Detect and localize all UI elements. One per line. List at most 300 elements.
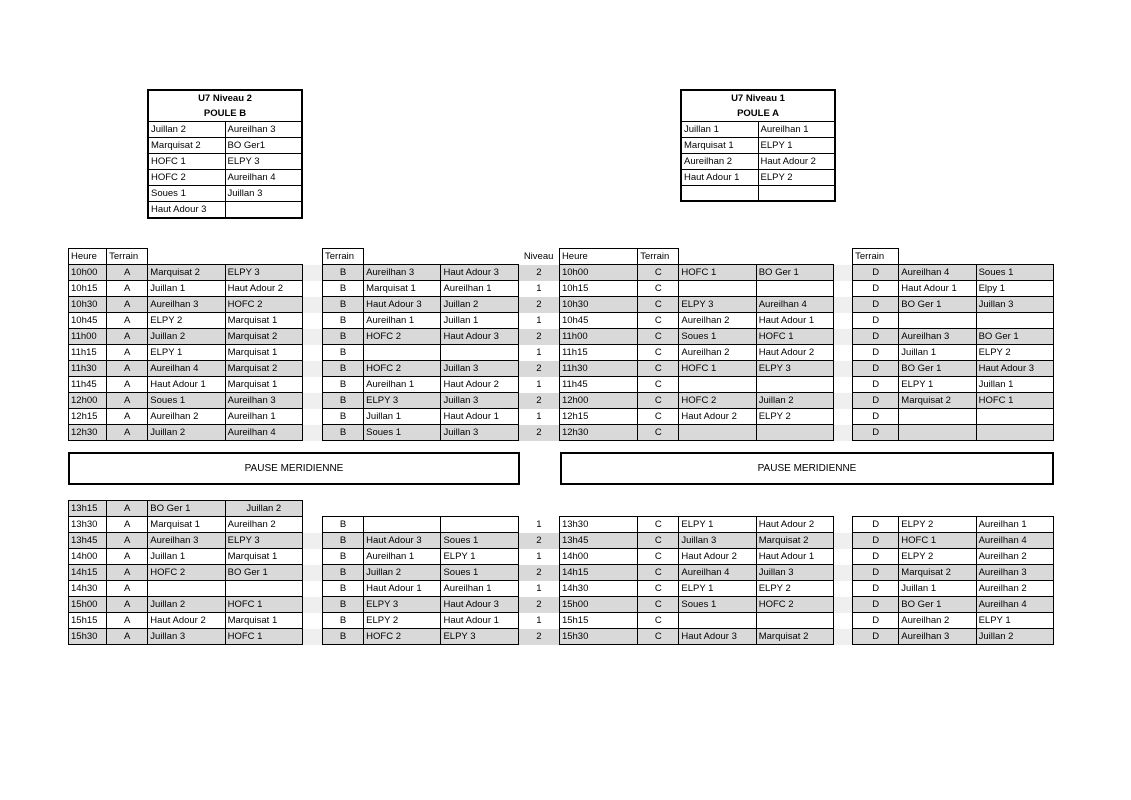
team-cell: Aureilhan 2 [679,313,756,329]
terrain-cell: C [638,549,679,565]
team-cell: Haut Adour 1 [441,409,518,425]
poule-team-cell: HOFC 1 [148,154,225,170]
terrain-cell: B [323,329,364,345]
team-cell: Soues 1 [976,265,1053,281]
spacer [834,297,853,313]
team-cell [976,409,1053,425]
team-cell: Aureilhan 1 [225,409,302,425]
spacer [853,501,899,517]
terrain-cell: C [638,425,679,441]
terrain-cell: C [638,565,679,581]
time-cell: 12h30 [559,425,637,441]
team-cell [364,517,441,533]
team-cell: Aureilhan 2 [225,517,302,533]
team-cell: Haut Adour 1 [441,613,518,629]
team-cell: Haut Adour 2 [148,613,225,629]
schedule-row [69,549,1054,565]
team-cell: Haut Adour 2 [756,345,833,361]
time-cell: 10h30 [559,297,637,313]
team-cell: Aureilhan 3 [148,533,225,549]
team-cell: Haut Adour 2 [679,409,756,425]
niveau-cell: 1 [536,615,542,626]
schedule-row [69,581,1054,597]
team-cell: ELPY 3 [679,297,756,313]
schedule-row [69,517,1054,533]
schedule-row [69,425,1054,441]
spacer [834,565,853,581]
spacer [302,393,322,409]
team-cell [679,377,756,393]
team-cell: Juillan 2 [148,425,225,441]
poule-team-cell: Haut Adour 1 [681,170,758,186]
team-cell [225,581,302,597]
poule-team-cell [758,186,835,202]
niveau-cell: 2 [518,629,559,645]
team-cell: Aureilhan 2 [899,613,976,629]
terrain-cell: B [323,549,364,565]
team-cell: Marquisat 2 [899,393,976,409]
team-cell: Aureilhan 4 [225,425,302,441]
team-cell: Aureilhan 3 [364,265,441,281]
team-cell: Juillan 3 [441,361,518,377]
team-cell: Marquisat 2 [225,329,302,345]
poule-row [681,186,835,202]
afternoon-schedule-table [68,500,1054,645]
time-cell: 11h45 [69,377,107,393]
schedule-row [69,501,1054,517]
team-cell: Aureilhan 1 [364,377,441,393]
spacer [323,501,364,517]
team-cell [679,425,756,441]
spacer [518,501,559,517]
time-cell: 15h30 [69,629,107,645]
team-cell: Aureilhan 3 [899,329,976,345]
team-cell: Juillan 3 [441,393,518,409]
poule-row [148,170,302,186]
niveau-cell: 1 [536,283,542,294]
team-cell: Haut Adour 1 [148,377,225,393]
team-cell: ELPY 1 [679,581,756,597]
terrain-cell: A [107,597,148,613]
team-cell: ELPY 1 [441,549,518,565]
team-cell: BO Ger 1 [976,329,1053,345]
poule-team-cell: Aureilhan 1 [758,122,835,138]
schedule-row [69,265,1054,281]
terrain-cell: C [638,281,679,297]
terrain-cell: C [638,361,679,377]
terrain-cell: D [853,265,899,281]
team-cell [441,517,518,533]
team-cell: Juillan 1 [899,581,976,597]
poule-row [681,122,835,138]
terrain-cell: A [107,361,148,377]
niveau-cell: 2 [518,533,559,549]
poule-team-cell: Juillan 2 [148,122,225,138]
team-cell: Marquisat 1 [225,313,302,329]
team-cell: Aureilhan 1 [976,517,1053,533]
terrain-cell: D [853,565,899,581]
spacer [834,377,853,393]
team-cell: Juillan 1 [148,549,225,565]
time-cell: 15h00 [559,597,637,613]
team-cell: ELPY 3 [364,393,441,409]
team-cell: Marquisat 1 [225,377,302,393]
spacer [834,549,853,565]
poule-team-cell: Haut Adour 2 [758,154,835,170]
spacer [638,501,679,517]
time-cell: 13h30 [69,517,107,533]
team-cell: Aureilhan 2 [976,549,1053,565]
spacer [302,501,322,517]
team-cell: Haut Adour 3 [364,297,441,313]
terrain-cell: A [107,393,148,409]
team-cell: Soues 1 [441,533,518,549]
team-cell: HOFC 2 [364,329,441,345]
terrain-cell: B [323,565,364,581]
header-heure: Heure [69,249,107,265]
terrain-cell: C [638,265,679,281]
team-cell: Marquisat 2 [899,565,976,581]
time-cell: 14h30 [69,581,107,597]
terrain-cell: A [107,517,148,533]
schedule-row [69,613,1054,629]
team-cell: HOFC 1 [679,361,756,377]
team-cell: HOFC 2 [225,297,302,313]
time-cell: 11h00 [559,329,637,345]
terrain-cell: B [323,629,364,645]
schedule-row [69,597,1054,613]
time-cell: 11h00 [69,329,107,345]
poule-team-cell: BO Ger1 [225,138,302,154]
time-cell: 10h15 [559,281,637,297]
poule-team-cell [225,202,302,219]
spacer [302,425,322,441]
team-cell: HOFC 2 [364,629,441,645]
schedule-row [69,377,1054,393]
poule-team-cell: ELPY 2 [758,170,835,186]
spacer [302,313,322,329]
team-cell: Aureilhan 3 [976,565,1053,581]
team-cell: ELPY 3 [225,533,302,549]
team-cell: Juillan 2 [148,597,225,613]
time-cell: 12h15 [69,409,107,425]
time-cell: 10h45 [69,313,107,329]
team-cell: Aureilhan 4 [899,265,976,281]
terrain-cell: B [323,393,364,409]
team-cell: HOFC 2 [679,393,756,409]
team-cell: Aureilhan 1 [364,549,441,565]
team-cell: Juillan 2 [441,297,518,313]
terrain-cell: C [638,533,679,549]
team-cell [976,425,1053,441]
niveau-cell: 2 [518,297,559,313]
poule-row [681,138,835,154]
terrain-cell: B [323,409,364,425]
time-cell: 10h00 [69,265,107,281]
terrain-cell: A [107,425,148,441]
team-cell: Haut Adour 1 [756,313,833,329]
team-cell: Juillan 1 [976,377,1053,393]
terrain-cell: D [853,533,899,549]
team-cell: HOFC 1 [225,629,302,645]
team-cell: Juillan 3 [441,425,518,441]
team-cell: Juillan 3 [756,565,833,581]
team-cell: ELPY 2 [899,517,976,533]
team-cell: ELPY 1 [899,377,976,393]
team-cell: ELPY 1 [679,517,756,533]
time-cell: 14h30 [559,581,637,597]
time-cell: 15h15 [559,613,637,629]
spacer [679,501,756,517]
poule-team-cell: Marquisat 2 [148,138,225,154]
spacer [834,597,853,613]
team-cell: Soues 1 [679,329,756,345]
terrain-cell: B [323,361,364,377]
team-cell: Aureilhan 1 [441,281,518,297]
time-cell: 14h15 [559,565,637,581]
poule-category-title: U7 Niveau 2 [198,93,252,104]
team-cell: HOFC 1 [899,533,976,549]
team-cell: HOFC 2 [756,597,833,613]
time-cell: 10h00 [559,265,637,281]
team-cell: BO Ger 1 [756,265,833,281]
terrain-cell: D [853,313,899,329]
team-cell [679,281,756,297]
pause-label: PAUSE MERIDIENNE [244,463,344,474]
terrain-cell: A [107,265,148,281]
poule-team-cell: ELPY 3 [225,154,302,170]
team-cell [756,425,833,441]
spacer [834,629,853,645]
niveau-cell: 2 [518,393,559,409]
terrain-cell: D [853,329,899,345]
terrain-cell: D [853,393,899,409]
header-terrain: Terrain [638,249,679,265]
terrain-cell: A [107,581,148,597]
spacer [834,393,853,409]
time-cell: 14h00 [559,549,637,565]
team-cell: HOFC 1 [756,329,833,345]
time-cell: 11h15 [559,345,637,361]
time-cell: 11h30 [559,361,637,377]
team-cell: Haut Adour 3 [976,361,1053,377]
team-cell: Marquisat 1 [225,345,302,361]
time-cell: 13h45 [69,533,107,549]
team-cell: Haut Adour 2 [225,281,302,297]
team-cell: BO Ger 1 [899,597,976,613]
terrain-cell: A [107,345,148,361]
spacer [834,613,853,629]
team-cell: Soues 1 [148,393,225,409]
schedule-header-row [69,249,1054,265]
team-cell: Haut Adour 1 [364,581,441,597]
team-cell: Haut Adour 3 [441,329,518,345]
terrain-cell: A [107,613,148,629]
poule-team-cell [681,186,758,202]
terrain-cell: D [853,549,899,565]
team-cell: Aureilhan 3 [225,393,302,409]
header-niveau: Niveau [523,251,554,262]
niveau-cell: 2 [518,565,559,581]
team-cell: HOFC 2 [364,361,441,377]
poule-a-table [680,89,836,202]
team-cell: Aureilhan 2 [976,581,1053,597]
poule-team-cell: Juillan 3 [225,186,302,202]
spacer [364,501,441,517]
niveau-cell: 1 [536,379,542,390]
spacer [302,281,322,297]
spacer [834,329,853,345]
spacer [756,501,833,517]
team-cell: Juillan 2 [976,629,1053,645]
team-cell: Marquisat 2 [756,533,833,549]
header-terrain: Terrain [323,249,364,265]
terrain-cell: A [107,501,148,517]
niveau-cell: 2 [518,425,559,441]
terrain-cell: D [853,345,899,361]
terrain-cell: C [638,297,679,313]
poule-team-cell: Aureilhan 4 [225,170,302,186]
poule-team-cell: Marquisat 1 [681,138,758,154]
poule-group-title: POULE B [203,108,247,120]
niveau-cell: 1 [536,315,542,326]
spacer [899,501,976,517]
terrain-cell: B [323,377,364,393]
team-cell: Aureilhan 4 [679,565,756,581]
team-cell: Juillan 2 [225,501,302,517]
niveau-cell: 1 [536,519,542,530]
team-cell: ELPY 2 [364,613,441,629]
spacer [834,345,853,361]
team-cell: Haut Adour 3 [364,533,441,549]
team-cell: Elpy 1 [976,281,1053,297]
schedule-row [69,393,1054,409]
spacer [834,281,853,297]
time-cell: 10h15 [69,281,107,297]
spacer [834,533,853,549]
terrain-cell: C [638,345,679,361]
team-cell [441,345,518,361]
team-cell: Aureilhan 4 [148,361,225,377]
poule-row [681,170,835,186]
poule-team-cell: Aureilhan 2 [681,154,758,170]
team-cell [899,313,976,329]
team-cell: Haut Adour 1 [899,281,976,297]
team-cell: Juillan 1 [899,345,976,361]
team-cell: Haut Adour 2 [441,377,518,393]
spacer [559,501,637,517]
team-cell: Aureilhan 4 [976,597,1053,613]
team-cell: Soues 1 [679,597,756,613]
team-cell: Haut Adour 3 [441,265,518,281]
team-cell [899,409,976,425]
team-cell: BO Ger 1 [899,361,976,377]
time-cell: 11h45 [559,377,637,393]
terrain-cell: B [323,281,364,297]
terrain-cell: D [853,425,899,441]
terrain-cell: C [638,629,679,645]
team-cell: ELPY 3 [756,361,833,377]
team-cell: Juillan 1 [441,313,518,329]
team-cell: Juillan 1 [148,281,225,297]
terrain-cell: A [107,297,148,313]
team-cell: ELPY 1 [148,345,225,361]
spacer [302,517,322,533]
terrain-cell: A [107,409,148,425]
team-cell: ELPY 2 [976,345,1053,361]
poule-team-cell: ELPY 1 [758,138,835,154]
spacer [302,629,322,645]
team-cell: Aureilhan 4 [756,297,833,313]
team-cell: Juillan 2 [364,565,441,581]
team-cell [899,425,976,441]
schedule-row [69,361,1054,377]
team-cell: BO Ger 1 [225,565,302,581]
team-cell: Soues 1 [364,425,441,441]
schedule-row [69,281,1054,297]
time-cell: 13h45 [559,533,637,549]
terrain-cell: C [638,329,679,345]
time-cell: 12h00 [559,393,637,409]
team-cell: Juillan 3 [148,629,225,645]
team-cell [364,345,441,361]
time-cell: 13h15 [69,501,107,517]
terrain-cell: D [853,281,899,297]
team-cell [679,613,756,629]
terrain-cell: A [107,377,148,393]
schedule-row [69,345,1054,361]
pause-label: PAUSE MERIDIENNE [757,463,857,474]
team-cell: Aureilhan 3 [899,629,976,645]
spacer [302,265,322,281]
poule-row [148,186,302,202]
terrain-cell: A [107,313,148,329]
terrain-cell: B [323,265,364,281]
poule-b-table [147,89,303,219]
terrain-cell: A [107,549,148,565]
terrain-cell: C [638,409,679,425]
poule-team-cell: Haut Adour 3 [148,202,225,219]
spacer [834,581,853,597]
time-cell: 11h30 [69,361,107,377]
spacer [302,581,322,597]
niveau-cell: 2 [518,329,559,345]
terrain-cell: B [323,345,364,361]
schedule-row [69,629,1054,645]
pause-meridienne-right [560,452,1054,485]
niveau-cell: 2 [518,597,559,613]
niveau-cell: 1 [536,411,542,422]
time-cell: 15h30 [559,629,637,645]
terrain-cell: C [638,313,679,329]
schedule-row [69,533,1054,549]
niveau-cell: 1 [536,551,542,562]
team-cell [148,581,225,597]
team-cell: ELPY 1 [976,613,1053,629]
spacer [834,265,853,281]
terrain-cell: C [638,613,679,629]
team-cell: ELPY 2 [756,409,833,425]
terrain-cell: C [638,517,679,533]
spacer [976,501,1053,517]
team-cell: Marquisat 1 [225,613,302,629]
terrain-cell: D [853,377,899,393]
terrain-cell: D [853,297,899,313]
spacer [834,361,853,377]
header-terrain: Terrain [853,249,899,265]
team-cell: Juillan 2 [148,329,225,345]
header-heure: Heure [559,249,637,265]
